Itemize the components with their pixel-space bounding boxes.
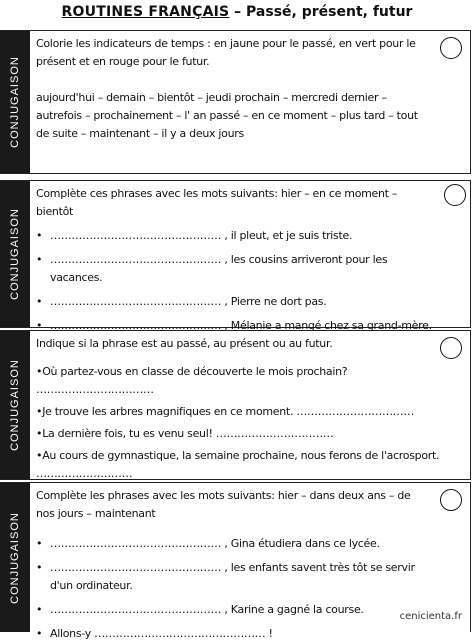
side-label: CONJUGAISON — [9, 208, 21, 300]
exercise-card-4 — [0, 482, 471, 640]
exercise-instruction: Colorie les indicateurs de temps : en jaune pour le passé, en vert pour le présent et en rouge pour le futur. — [36, 37, 416, 68]
list-item: • ………………………………………… , les cousins arriveront pour les vacances. — [36, 251, 434, 287]
answer-line[interactable]: ……………………… — [36, 467, 133, 480]
title-rest: – Passé, présent, futur — [229, 4, 413, 20]
fill-in-sentence[interactable]: ………………………………………… , les cousins arriveront pour les vacances. — [50, 253, 388, 284]
list-item: • Allons-y ………………………………………… ! — [36, 625, 430, 643]
site-credit: cenicienta.fr — [399, 611, 462, 622]
fill-in-sentence[interactable]: ………………………………………… , Gina étudiera dans ce lycée. — [50, 537, 380, 550]
side-label-block — [0, 483, 30, 632]
exercise-body — [36, 335, 450, 480]
exercise-card-1 — [0, 30, 471, 174]
fill-in-sentence[interactable]: ………………………………………… , Mélanie a mangé chez sa grand-mère. — [50, 319, 432, 332]
fill-in-sentence[interactable]: Allons-y ………………………………………… ! — [50, 627, 273, 640]
exercise-body — [36, 185, 434, 332]
title-main: ROUTINES FRANÇAIS — [61, 4, 230, 20]
list-item: • ………………………………………… , Pierre ne dort pas. — [36, 293, 434, 311]
list-item: • ………………………………………… , les enfants savent très tôt se servir d'un ordinateur. — [36, 559, 430, 595]
page-title — [0, 0, 474, 28]
check-circle[interactable] — [440, 489, 462, 511]
side-label: CONJUGAISON — [9, 359, 21, 451]
list-item: • ………………………………………… , Mélanie a mangé chez sa grand-mère. — [36, 317, 434, 335]
check-circle[interactable] — [440, 37, 462, 59]
classify-sentence[interactable]: •Je trouve les arbres magnifiques en ce moment. …………………………… — [36, 405, 415, 418]
time-indicator-words: aujourd'hui – demain – bientôt – jeudi prochain – mercredi dernier – autrefois – prochainement – l' an passé – en ce moment – plus tard – tout de suite – maintenant – il y a deux jours — [36, 91, 418, 140]
exercise-body — [36, 487, 430, 640]
fill-in-sentence[interactable]: ………………………………………… , les enfants savent très tôt se servir d'un ordinateur. — [50, 561, 415, 592]
side-label-block — [0, 331, 30, 479]
classify-sentence[interactable]: •La dernière fois, tu es venu seul! …………………………… — [36, 427, 334, 440]
exercise-instruction: Complète les phrases avec les mots suivants: hier – dans deux ans – de nos jours – maintenant — [36, 489, 411, 520]
exercise-card-3 — [0, 330, 471, 480]
exercise-body — [36, 35, 430, 171]
exercise-instruction: Indique si la phrase est au passé, au présent ou au futur. — [36, 337, 333, 350]
check-circle[interactable] — [444, 184, 466, 206]
exercise-card-2 — [0, 180, 471, 332]
fill-in-sentence[interactable]: ………………………………………… , Pierre ne dort pas. — [50, 295, 327, 308]
check-circle[interactable] — [440, 337, 462, 359]
exercise-instruction: Complète ces phrases avec les mots suivants: hier – en ce moment – bientôt — [36, 187, 398, 218]
classify-sentence[interactable]: •Où partez-vous en classe de découverte le mois prochain? …………………………… — [36, 365, 348, 396]
list-item: • ………………………………………… , il pleut, et je suis triste. — [36, 227, 434, 245]
side-label: CONJUGAISON — [9, 56, 21, 148]
list-item: • ………………………………………… , Karine a gagné la course. — [36, 601, 430, 619]
classify-sentence[interactable]: •Au cours de gymnastique, la semaine prochaine, nous ferons de l'acrosport. — [36, 449, 440, 462]
fill-in-sentence[interactable]: ………………………………………… , Karine a gagné la course. — [50, 603, 364, 616]
list-item: • ………………………………………… , Gina étudiera dans ce lycée. — [36, 535, 430, 553]
side-label: CONJUGAISON — [9, 511, 21, 604]
fill-in-sentence[interactable]: ………………………………………… , il pleut, et je suis triste. — [50, 229, 353, 242]
side-label-block — [0, 31, 30, 173]
side-label-block — [0, 181, 30, 327]
